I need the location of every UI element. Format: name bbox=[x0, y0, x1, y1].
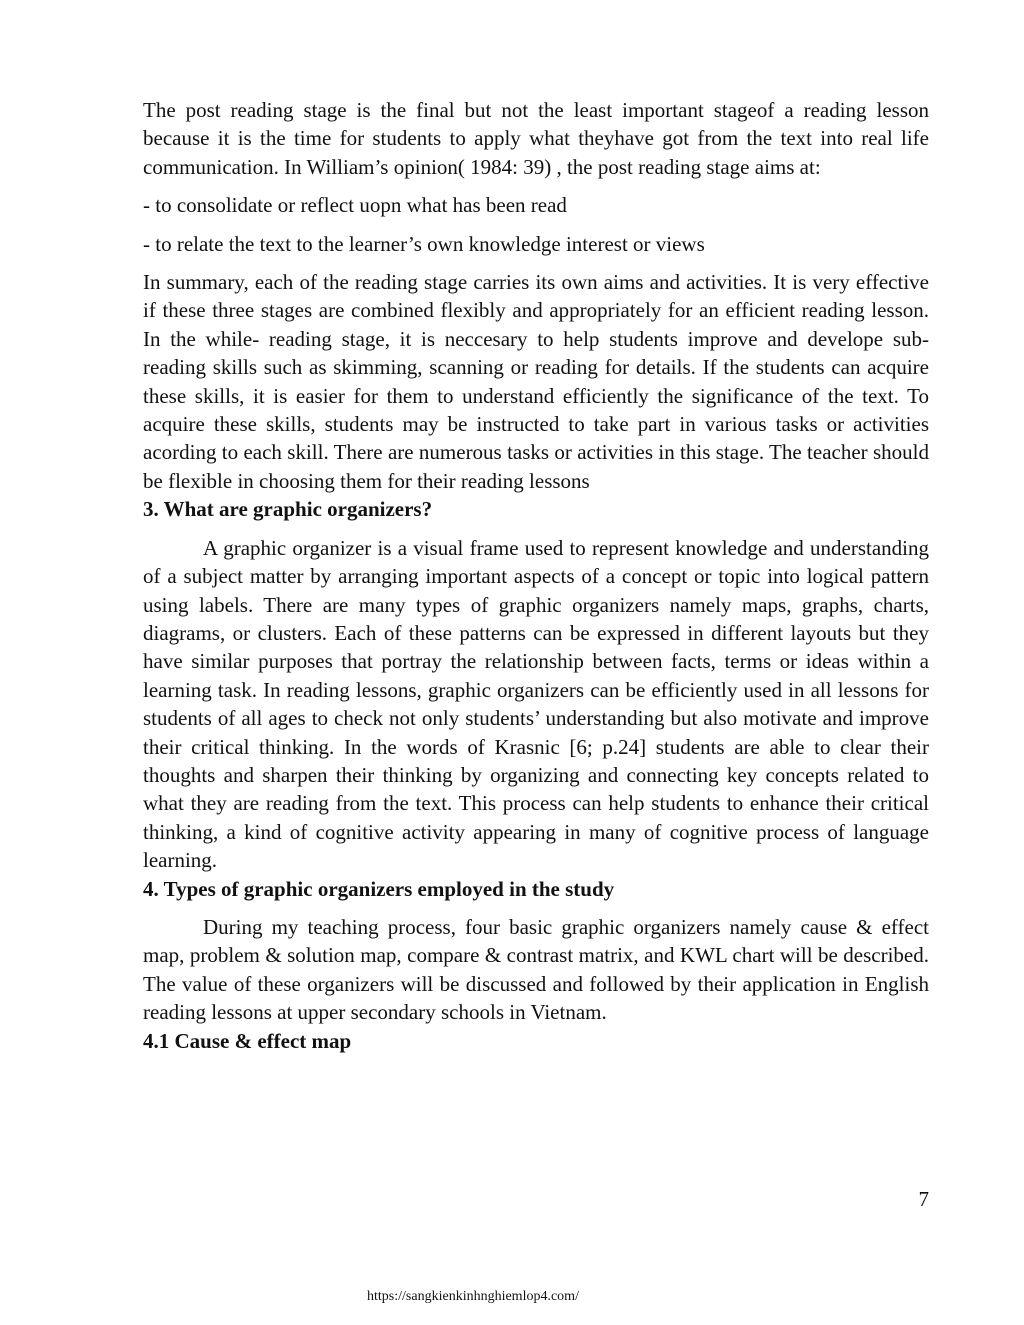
footer-url[interactable]: https://sangkienkinhnghiemlop4.com/ bbox=[367, 1289, 579, 1304]
heading-cause-effect-map: 4.1 Cause & effect map bbox=[143, 1028, 352, 1053]
page-number: 7 bbox=[918, 1187, 929, 1211]
organizer-definition-paragraph: A graphic organizer is a visual frame used to represent knowledge and understanding of a subject matter by arranging important aspects of a concept or topic into logical pattern using labels. There are many types of graphic organizers namely maps, graphs, charts, diagrams, or clusters. Each of these patterns can be expressed in different layouts but they have similar purposes that portray the relationship between facts, terms or ideas within a learning task. In reading lessons, graphic organizers can be efficiently used in all lessons for students of all ages to check not only students’ understanding but also motivate and improve their critical thinking. In the words of Krasnic [6; p.24] students are able to clear their thoughts and sharpen their thinking by organizing and connecting key concepts related to what they are reading from the text. This process can help students to enhance their critical thinking, a kind of cognitive activity appearing in many of cognitive process of language learning. bbox=[143, 535, 929, 873]
summary-paragraph: In summary, each of the reading stage carries its own aims and activities. It is very effective if these three stages are combined flexibly and appropriately for an efficient reading lesson. In the while- reading stage, it is neccesary to help students improve and develope sub- reading skills such as skimming, scanning or reading for details. If the students can acquire these skills, it is easier for them to understand efficiently the significance of the text. To acquire these skills, students may be instructed to take part in various tasks or activities acording to each skill. There are numerous tasks or activities in this stage. The teacher should be flexible in choosing them for their reading lessons bbox=[143, 270, 929, 493]
bullet-consolidate: - to consolidate or reflect uopn what has been read bbox=[143, 193, 567, 218]
types-description-paragraph: During my teaching process, four basic graphic organizers namely cause & effect map, problem & solution map, compare & contrast matrix, and KWL chart will be described. The value of these organizers will be discussed and followed by their application in English reading lessons at upper secondary schools in Vietnam. bbox=[143, 914, 929, 1025]
document-body bbox=[143, 96, 929, 1055]
heading-types-of-organizers: 4. Types of graphic organizers employed in the study bbox=[143, 876, 615, 901]
bullet-relate-text: - to relate the text to the learner’s own knowledge interest or views bbox=[143, 231, 705, 256]
heading-graphic-organizers: 3. What are graphic organizers? bbox=[143, 497, 433, 522]
post-reading-paragraph: The post reading stage is the final but not the least important stageof a reading lesson because it is the time for students to apply what theyhave got from the text into real life communication. In William’s opinion( 1984: 39) , the post reading stage aims at: bbox=[143, 98, 929, 179]
